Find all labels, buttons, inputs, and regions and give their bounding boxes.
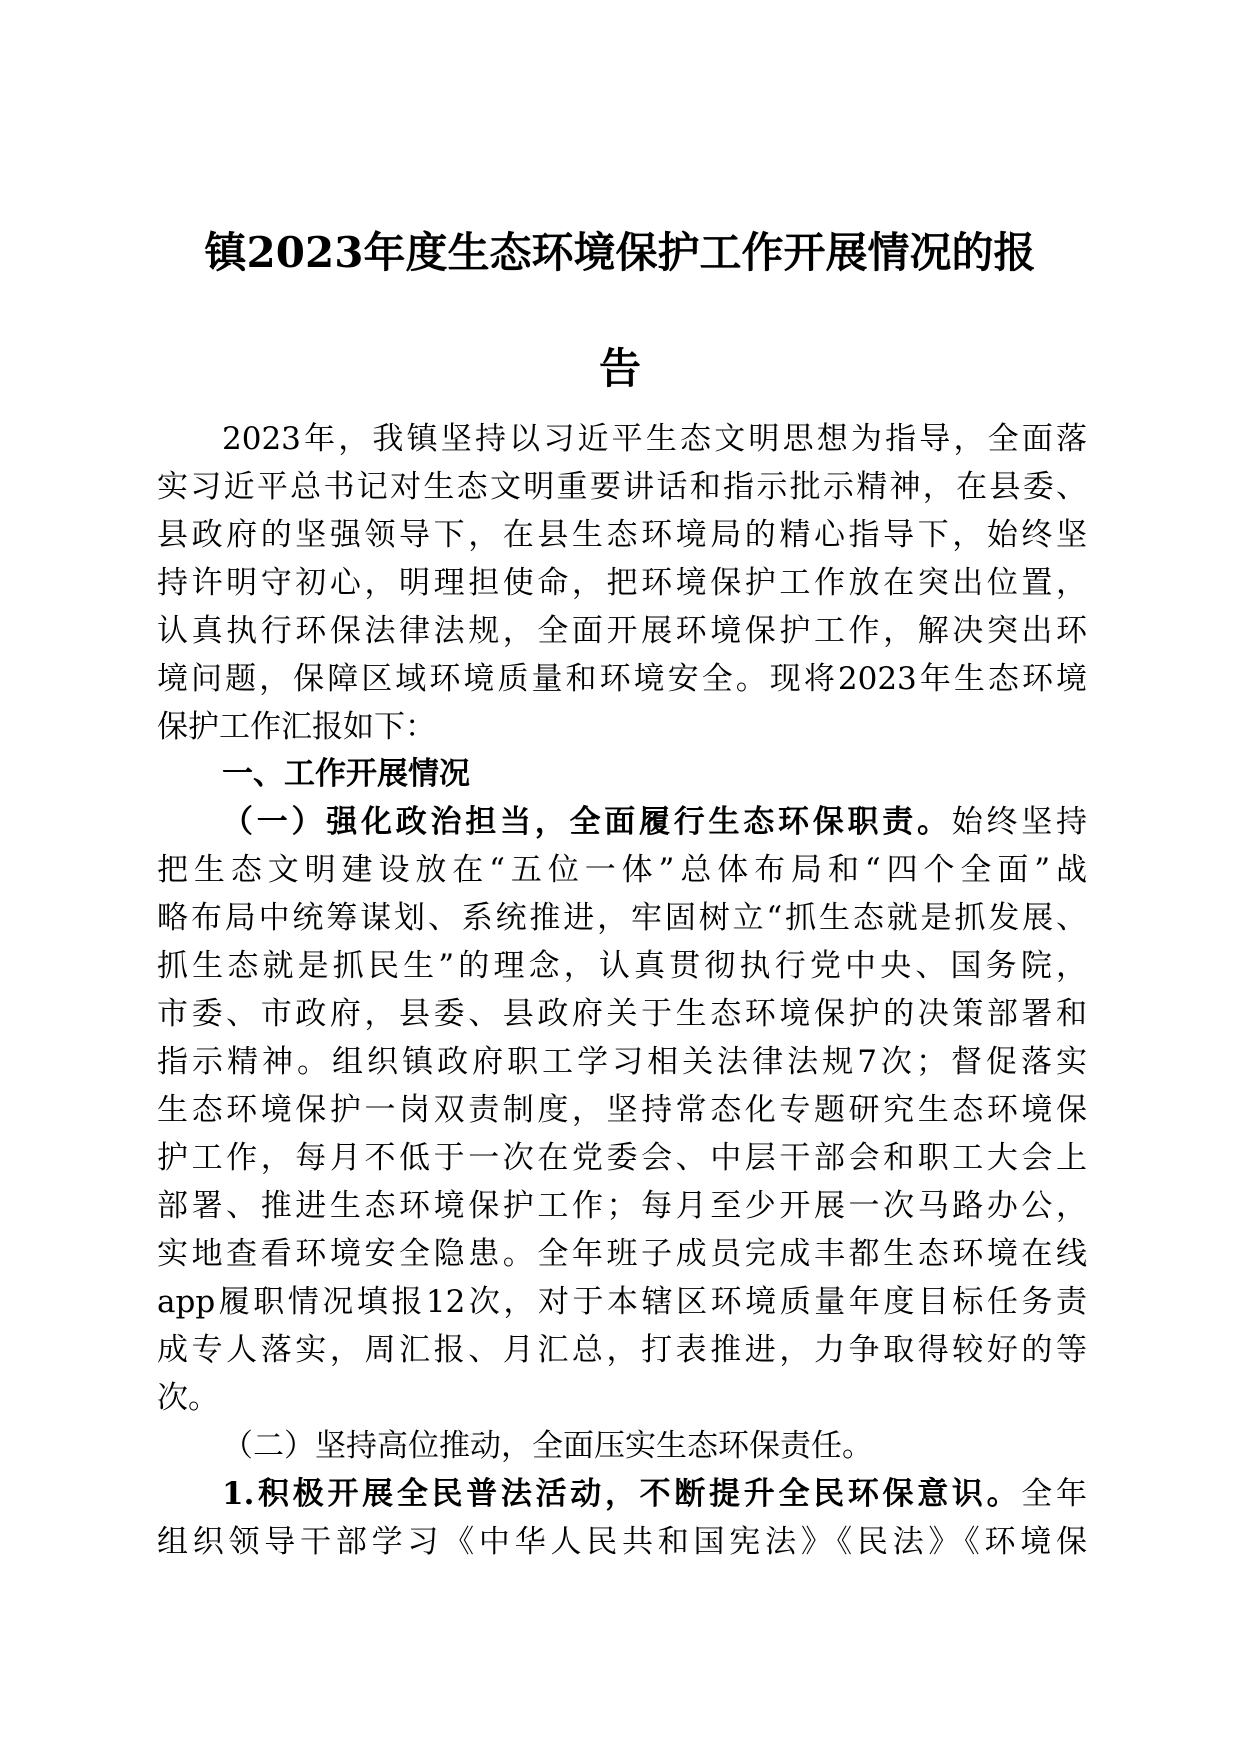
intro-line: 2023年，我镇坚持以习近平生态文明思想为指导，全面落 — [222, 421, 1087, 457]
intro-line: 实习近平总书记对生态文明重要讲话和指示批示精神，在县委、 — [157, 469, 1087, 505]
subsection1-line: 略布局中统筹谋划、系统推进，牢固树立“抓生态就是抓发展、 — [157, 900, 1087, 936]
intro-line: 持许明守初心，明理担使命，把环境保护工作放在突出位置， — [157, 565, 1087, 601]
intro-line: 保护工作汇报如下： — [157, 709, 436, 745]
subsection1-line: 市委、市政府，县委、县政府关于生态环境保护的决策部署和 — [157, 996, 1087, 1032]
subsection1-line: 部署、推进生态环境保护工作；每月至少开展一次马路办公， — [157, 1188, 1087, 1224]
subsection1-lead-line — [222, 804, 1087, 840]
subsection1-line: 把生态文明建设放在“五位一体”总体布局和“四个全面”战 — [157, 852, 1087, 888]
subsection1-line: 指示精神。组织镇政府职工学习相关法律法规7次；督促落实 — [157, 1044, 1087, 1080]
subsection1-line: 次。 — [157, 1380, 219, 1416]
subsection2-item1-line — [222, 1476, 1087, 1512]
subsection2-heading: （二）坚持高位推动，全面压实生态环保责任。 — [222, 1428, 873, 1464]
subsection1-lead-rest: 始终坚持 — [951, 804, 1087, 840]
document-title-line1: 镇2023年度生态环境保护工作开展情况的报 — [204, 228, 1036, 277]
subsection1-lead: （一）强化政治担当，全面履行生态环保职责。 — [222, 804, 952, 840]
subsection2-item1-line2: 组织领导干部学习《中华人民共和国宪法》《民法》《环境保 — [157, 1524, 1087, 1560]
subsection2-item1-bold: 1.积极开展全民普法活动，不断提升全民环保意识。 — [222, 1476, 1022, 1512]
subsection2-item1-rest: 全年 — [1021, 1476, 1087, 1512]
subsection1-line: 成专人落实，周汇报、月汇总，打表推进，力争取得较好的等 — [157, 1332, 1087, 1368]
document-title-line2: 告 — [598, 344, 641, 393]
intro-line: 境问题，保障区域环境质量和环境安全。现将2023年生态环境 — [157, 661, 1087, 697]
subsection1-line: 抓生态就是抓民生”的理念，认真贯彻执行党中央、国务院， — [157, 948, 1087, 984]
intro-line: 认真执行环保法律法规，全面开展环境保护工作，解决突出环 — [157, 613, 1087, 649]
subsection1-line: 生态环境保护一岗双责制度，坚持常态化专题研究生态环境保 — [157, 1092, 1087, 1128]
section-heading: 一、工作开展情况 — [222, 756, 470, 792]
subsection1-line: 护工作，每月不低于一次在党委会、中层干部会和职工大会上 — [157, 1140, 1087, 1176]
subsection1-line: app履职情况填报12次，对于本辖区环境质量年度目标任务责 — [157, 1284, 1087, 1320]
subsection1-line: 实地查看环境安全隐患。全年班子成员完成丰都生态环境在线 — [157, 1236, 1087, 1272]
intro-line: 县政府的坚强领导下，在县生态环境局的精心指导下，始终坚 — [157, 517, 1087, 553]
